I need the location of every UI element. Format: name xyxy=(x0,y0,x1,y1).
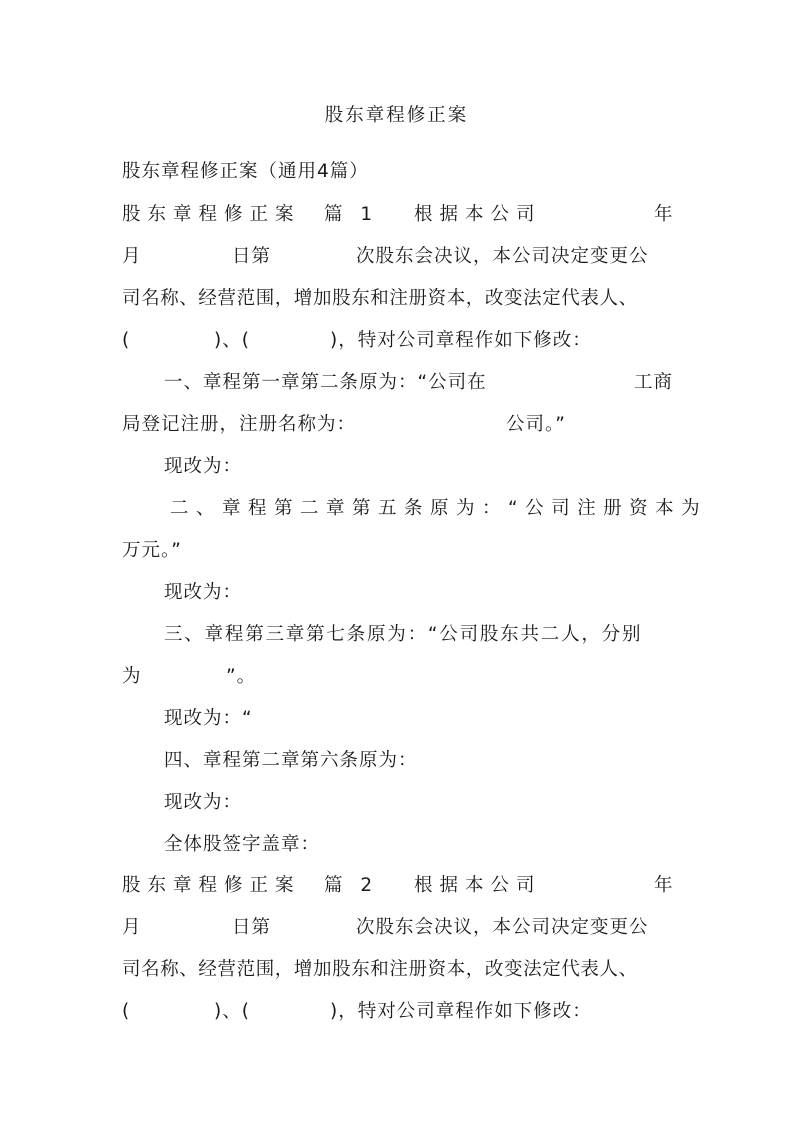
part1-line4-c: )，特对公司章程作如下修改： xyxy=(330,330,592,351)
part2-line3: 司名称、经营范围，增加股东和注册资本，改变法定代表人、 xyxy=(122,959,638,980)
part2-day: 日第 xyxy=(232,917,272,938)
part1-now3: 现改为：“ xyxy=(164,708,253,729)
part1-heading-label: 股东章程修正案 xyxy=(122,204,301,225)
part2-line4-a: ( xyxy=(122,1001,131,1022)
part1-item1-d: 公司。” xyxy=(506,414,566,435)
part1-month: 月 xyxy=(122,246,142,267)
part1-heading-text: 根据本公司 xyxy=(414,204,542,225)
part1-now1: 现改为： xyxy=(164,456,243,477)
document-subtitle: 股东章程修正案（通用4篇） xyxy=(122,161,369,182)
part2-heading-label: 股东章程修正案 xyxy=(122,875,301,896)
part1-item3-b: 为 xyxy=(122,666,142,687)
part2-line4-c: )，特对公司章程作如下修改： xyxy=(330,1001,592,1022)
part1-item1-c: 局登记注册，注册名称为： xyxy=(122,414,357,435)
document-title: 股东章程修正案 xyxy=(324,105,469,126)
part1-line4-a: ( xyxy=(122,330,131,351)
part1-item1-b: 工商 xyxy=(634,372,674,393)
part2-month: 月 xyxy=(122,917,142,938)
part2-heading-year: 年 xyxy=(654,875,674,896)
part1-item2-b: 万元。” xyxy=(122,540,182,561)
part1-item2-a: 二、章程第二章第五条原为：“公司注册资本为 xyxy=(170,498,708,519)
part1-item3-a: 三、章程第三章第七条原为：“公司股东共二人，分别 xyxy=(164,624,643,645)
part1-line4-b: )、( xyxy=(214,330,250,351)
part1-heading-part: 篇 1 xyxy=(324,204,379,225)
part2-line4-b: )、( xyxy=(214,1001,250,1022)
part1-item3-c: ”。 xyxy=(226,666,257,687)
part1-now2: 现改为： xyxy=(164,582,243,603)
part1-line3: 司名称、经营范围，增加股东和注册资本，改变法定代表人、 xyxy=(122,288,638,309)
part2-line2-rest: 次股东会决议，本公司决定变更公 xyxy=(356,917,649,938)
part2-heading-part: 篇 2 xyxy=(324,875,379,896)
part1-line2-rest: 次股东会决议，本公司决定变更公 xyxy=(356,246,649,267)
part1-heading-year: 年 xyxy=(654,204,674,225)
part1-now4: 现改为： xyxy=(164,792,243,813)
part1-day: 日第 xyxy=(232,246,272,267)
part1-signature: 全体股签字盖章： xyxy=(164,834,321,855)
part1-item1-a: 一、章程第一章第二条原为：“公司在 xyxy=(164,372,487,393)
part1-item4: 四、章程第二章第六条原为： xyxy=(164,750,418,771)
part2-heading-text: 根据本公司 xyxy=(414,875,542,896)
